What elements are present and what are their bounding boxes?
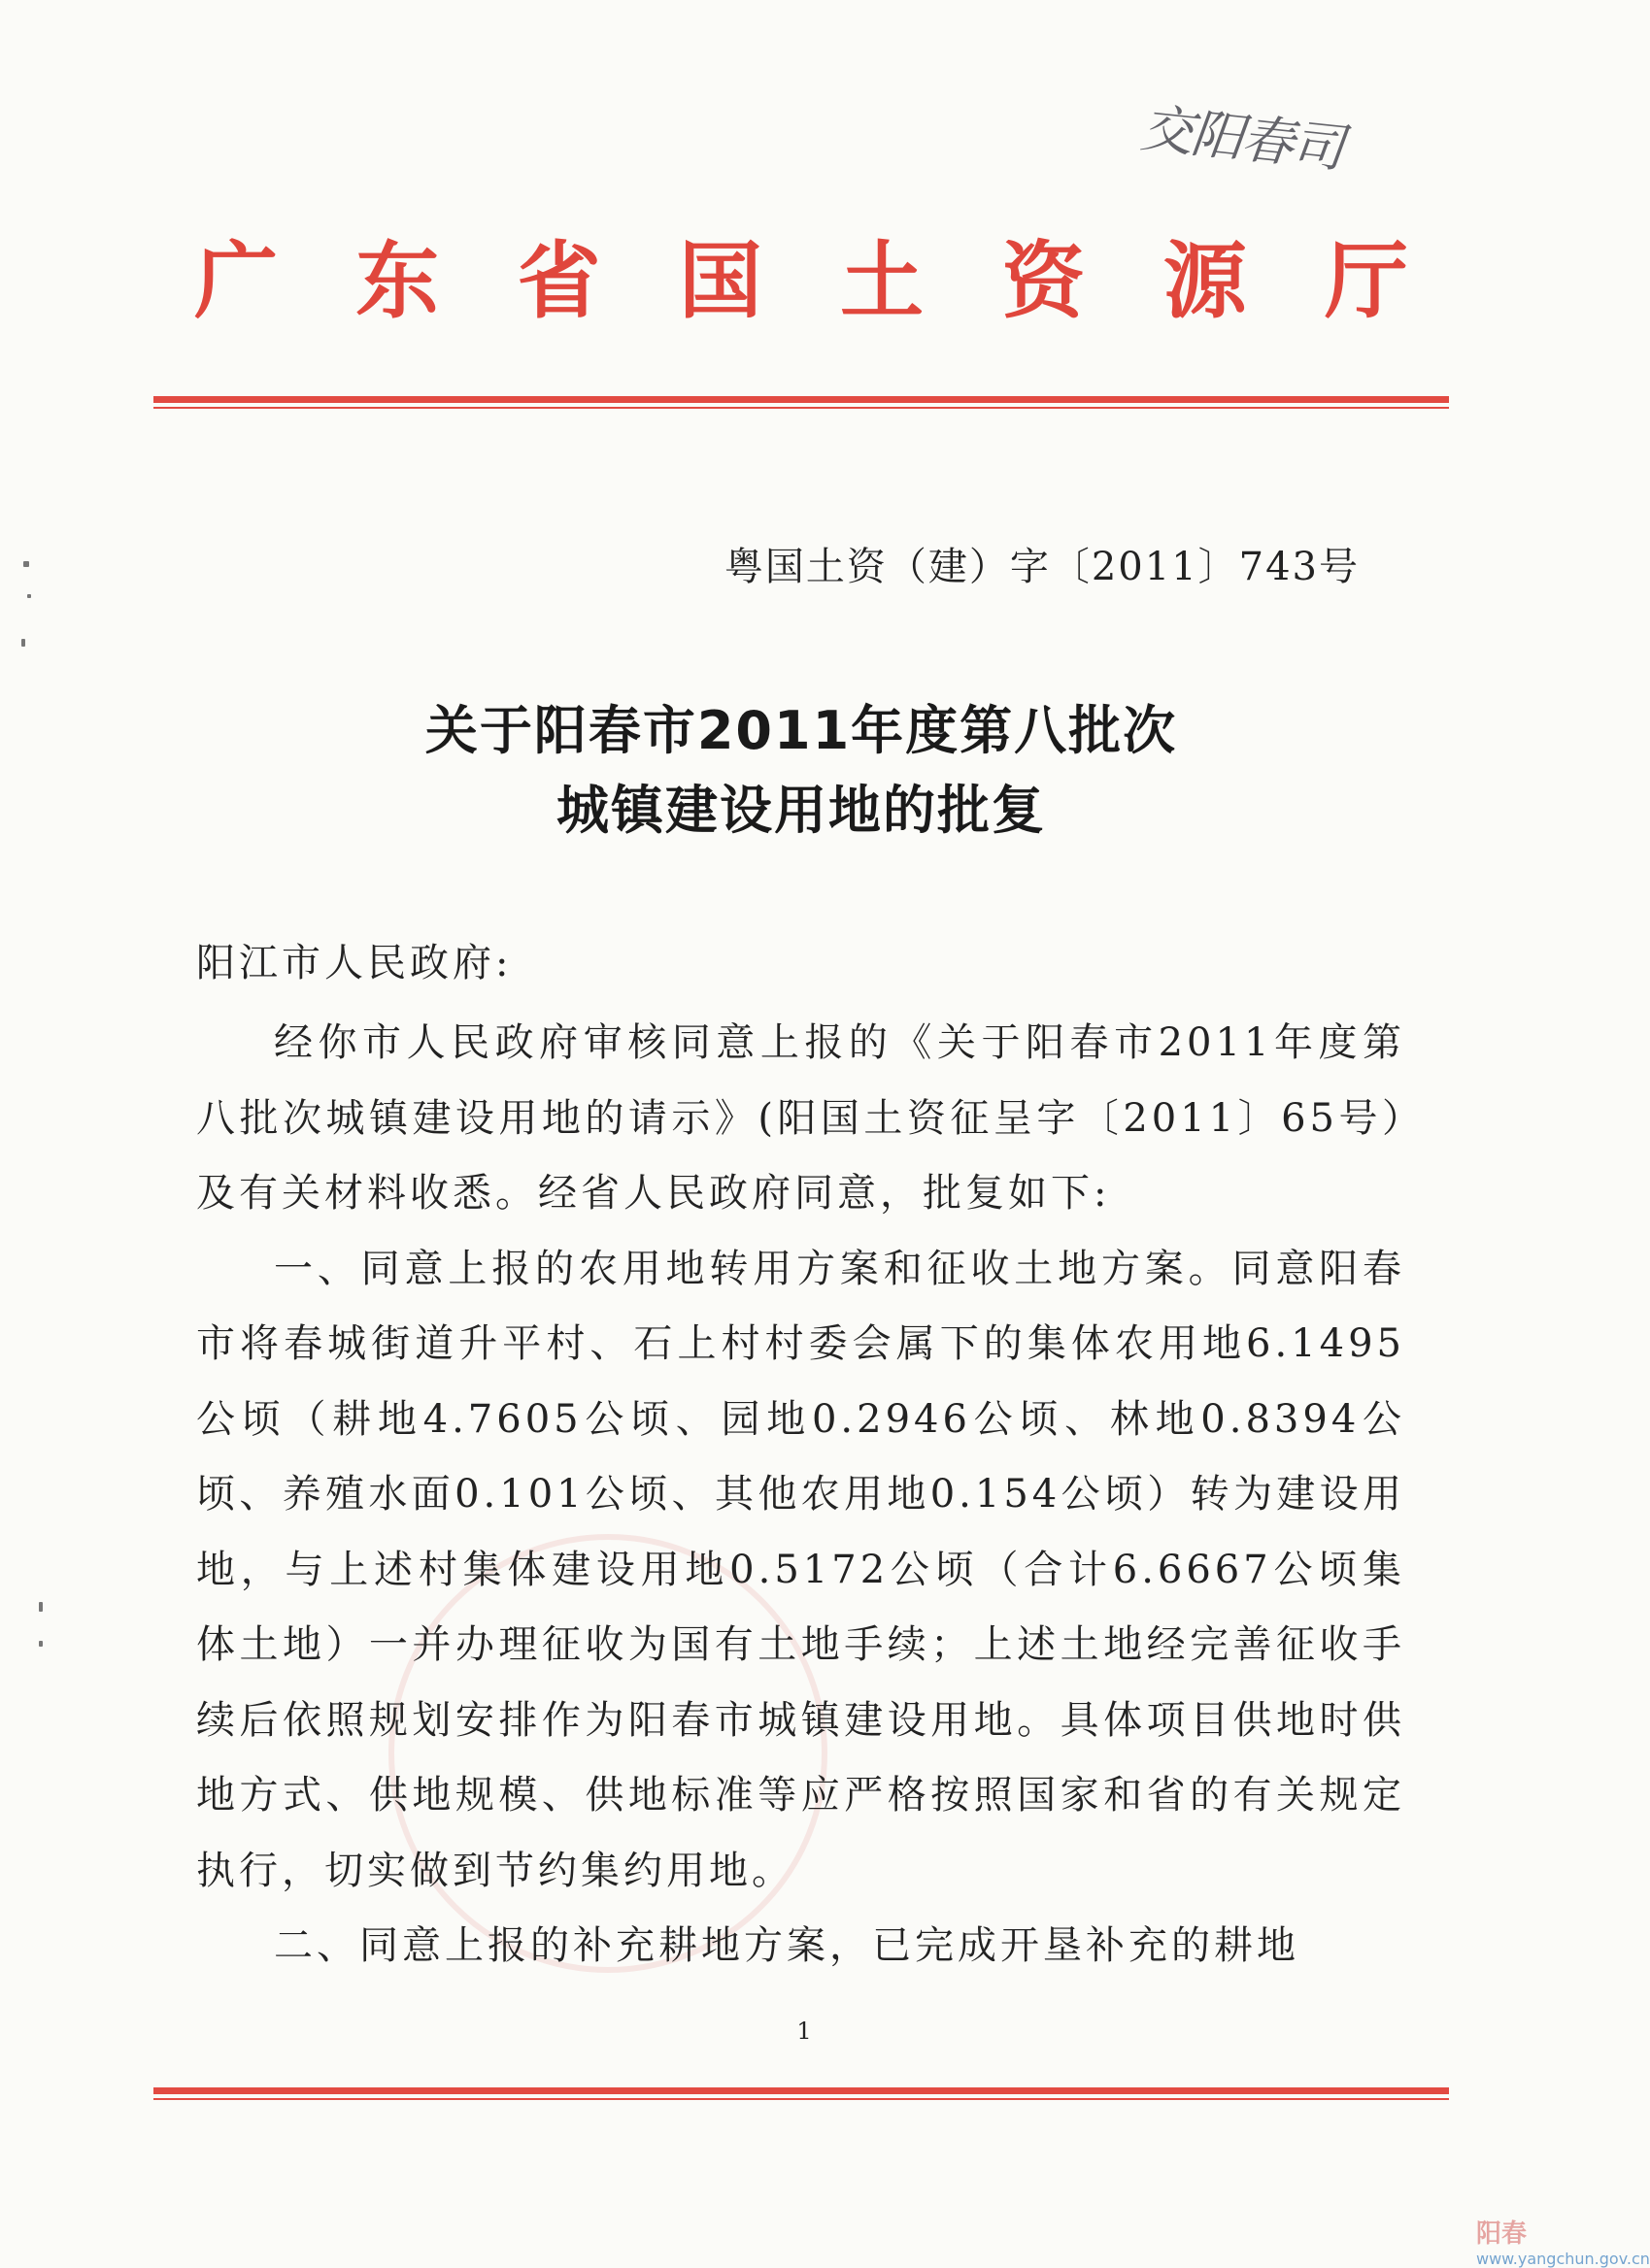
divider-thick	[153, 396, 1449, 403]
scan-speck	[23, 561, 29, 567]
divider-thin	[153, 407, 1449, 409]
watermark-url: www.yangchun.gov.cn	[1476, 2250, 1650, 2268]
page-number: 1	[796, 2018, 812, 2045]
issuer-char: 广	[194, 233, 278, 330]
issuer-char: 东	[355, 233, 440, 330]
document-title-line1: 关于阳春市2011年度第八批次	[424, 700, 1178, 761]
divider-thin	[153, 2098, 1449, 2100]
issuer-char: 国	[678, 233, 762, 330]
paragraph: 二、同意上报的补充耕地方案，已完成开垦补充的耕地	[274, 1923, 1299, 1968]
handwritten-note: 交阳春司	[1137, 97, 1346, 180]
issuer-char: 资	[1001, 233, 1086, 330]
issuer-char: 土	[840, 233, 925, 330]
header-divider	[153, 396, 1449, 409]
body-text	[196, 1006, 1405, 1984]
divider-thick	[153, 2087, 1449, 2094]
document-number: 粤国土资（建）字〔2011〕743号	[724, 545, 1360, 589]
issuer-char: 厅	[1324, 233, 1408, 330]
scan-speck	[39, 1641, 43, 1647]
salutation: 阳江市人民政府:	[196, 941, 513, 985]
scan-speck	[39, 1602, 43, 1612]
paragraph: 一、同意上报的农用地转用方案和征收土地方案。同意阳春市将春城街道升平村、石上村村委会属下的集体农用地6.1495公顷（耕地4.7605公顷、园地0.2946公顷、林地0.8394公顷、养殖水面0.101公顷、其他农用地0.154公顷）转为建设用地，与上述村集体建设用地0.5172公顷（合计6.6667公顷集体土地）一并办理征收为国有土地手续；上述土地经完善征收手续后依照规划安排作为阳春市城镇建设用地。具体项目供地时供地方式、供地规模、供地标准等应严格按照国家和省的有关规定执行，切实做到节约集约用地。	[196, 1246, 1405, 1893]
document-title-line2: 城镇建设用地的批复	[556, 780, 1046, 841]
issuer-header	[194, 233, 1408, 330]
scan-speck	[27, 594, 31, 598]
issuer-char: 省	[517, 233, 601, 330]
paragraph: 经你市人民政府审核同意上报的《关于阳春市2011年度第八批次城镇建设用地的请示》(阳国土资征呈字〔2011〕65号）及有关材料收悉。经省人民政府同意，批复如下:	[196, 1020, 1405, 1216]
footer-divider	[153, 2087, 1449, 2100]
scan-speck	[21, 639, 25, 647]
watermark-glyph: 阳春	[1476, 2219, 1528, 2249]
issuer-char: 源	[1162, 233, 1247, 330]
site-watermark	[1476, 2214, 1650, 2268]
